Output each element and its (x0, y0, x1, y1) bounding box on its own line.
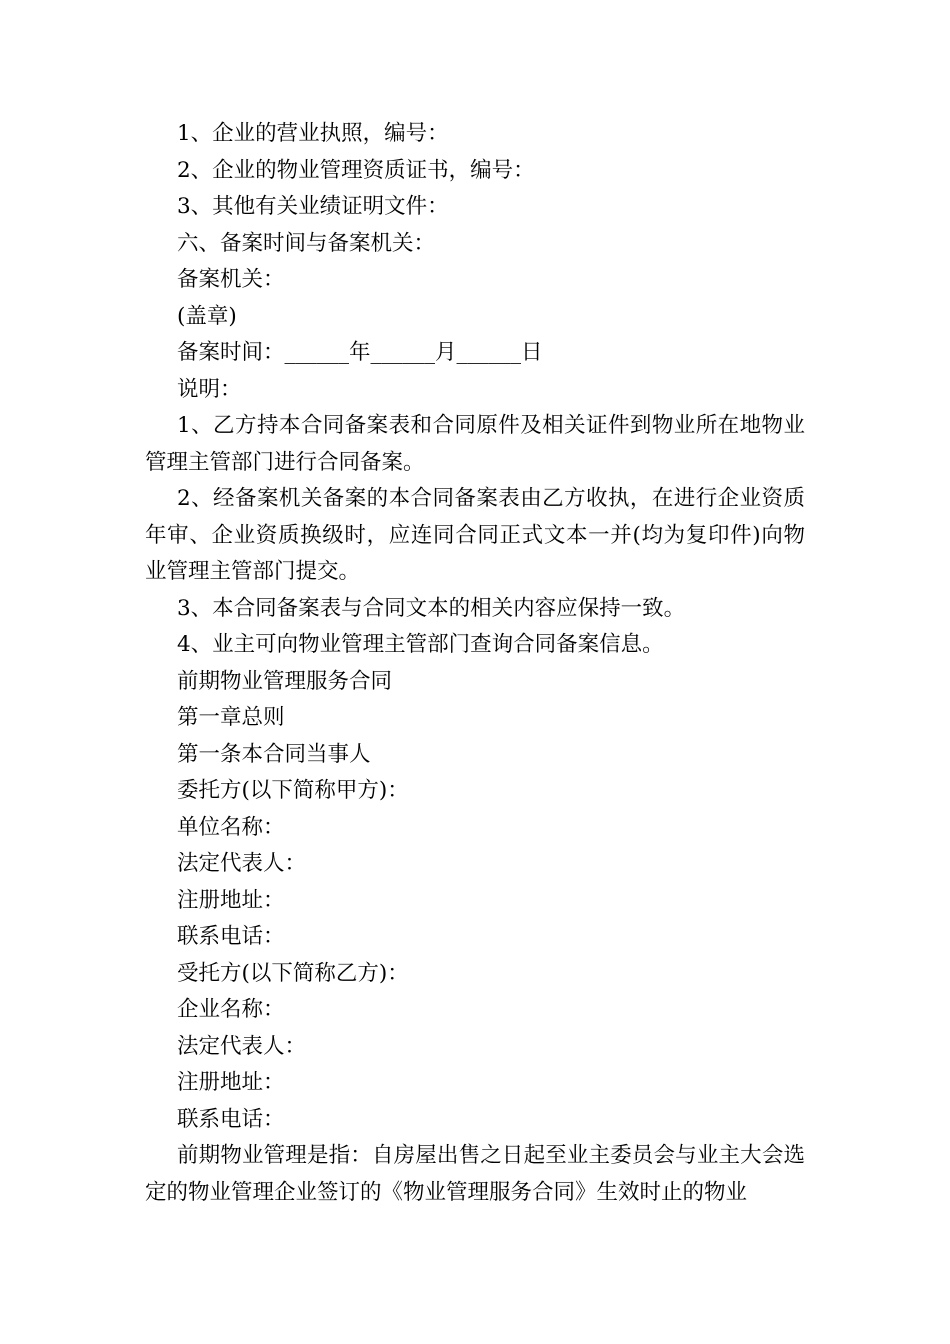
paragraph-seal: (盖章) (177, 303, 237, 329)
document-body (145, 116, 805, 1211)
party-a-heading: 委托方(以下简称甲方)： (177, 778, 409, 803)
paragraph-qualification-certificate: 2、企业的物业管理资质证书，编号： (177, 157, 535, 183)
paragraph-filing-authority: 备案机关： (177, 267, 285, 292)
section-heading-filing: 六、备案时间与备案机关： (177, 230, 436, 256)
party-b-legal-representative: 法定代表人： (177, 1033, 307, 1059)
paragraph-other-documents: 3、其他有关业绩证明文件： (177, 194, 449, 219)
paragraph-note-1: 1、乙方持本合同备案表和合同原件及相关证件到物业所在地物业管理主管部门进行合同备案。 (145, 413, 805, 475)
paragraph-note-2: 2、经备案机关备案的本合同备案表由乙方收执，在进行企业资质年审、企业资质换级时，应连同合同正式文本一并(均为复印件)向物业管理主管部门提交。 (145, 486, 805, 584)
paragraph-business-license: 1、企业的营业执照，编号： (177, 121, 449, 146)
party-b-company-name: 企业名称： (177, 997, 285, 1022)
chapter-heading: 第一章总则 (177, 705, 285, 730)
party-a-address: 注册地址： (177, 887, 285, 913)
contract-title: 前期物业管理服务合同 (177, 668, 393, 694)
article-heading: 第一条本合同当事人 (177, 741, 371, 767)
paragraph-note-4: 4、业主可向物业管理主管部门查询合同备案信息。 (177, 632, 664, 657)
party-b-address: 注册地址： (177, 1070, 285, 1095)
paragraph-note-3: 3、本合同备案表与合同文本的相关内容应保持一致。 (177, 595, 686, 621)
paragraph-notes-heading: 说明： (177, 376, 242, 402)
paragraph-definition: 前期物业管理是指：自房屋出售之日起至业主委员会与业主大会选定的物业管理企业签订的《物业管理服务合同》生效时止的物业 (145, 1143, 805, 1205)
party-a-phone: 联系电话： (177, 924, 285, 949)
party-a-unit-name: 单位名称： (177, 814, 285, 840)
paragraph-filing-date: 备案时间：______年______月______日 (177, 340, 543, 365)
party-a-legal-representative: 法定代表人： (177, 851, 307, 876)
party-b-heading: 受托方(以下简称乙方)： (177, 960, 409, 986)
party-b-phone: 联系电话： (177, 1106, 285, 1132)
